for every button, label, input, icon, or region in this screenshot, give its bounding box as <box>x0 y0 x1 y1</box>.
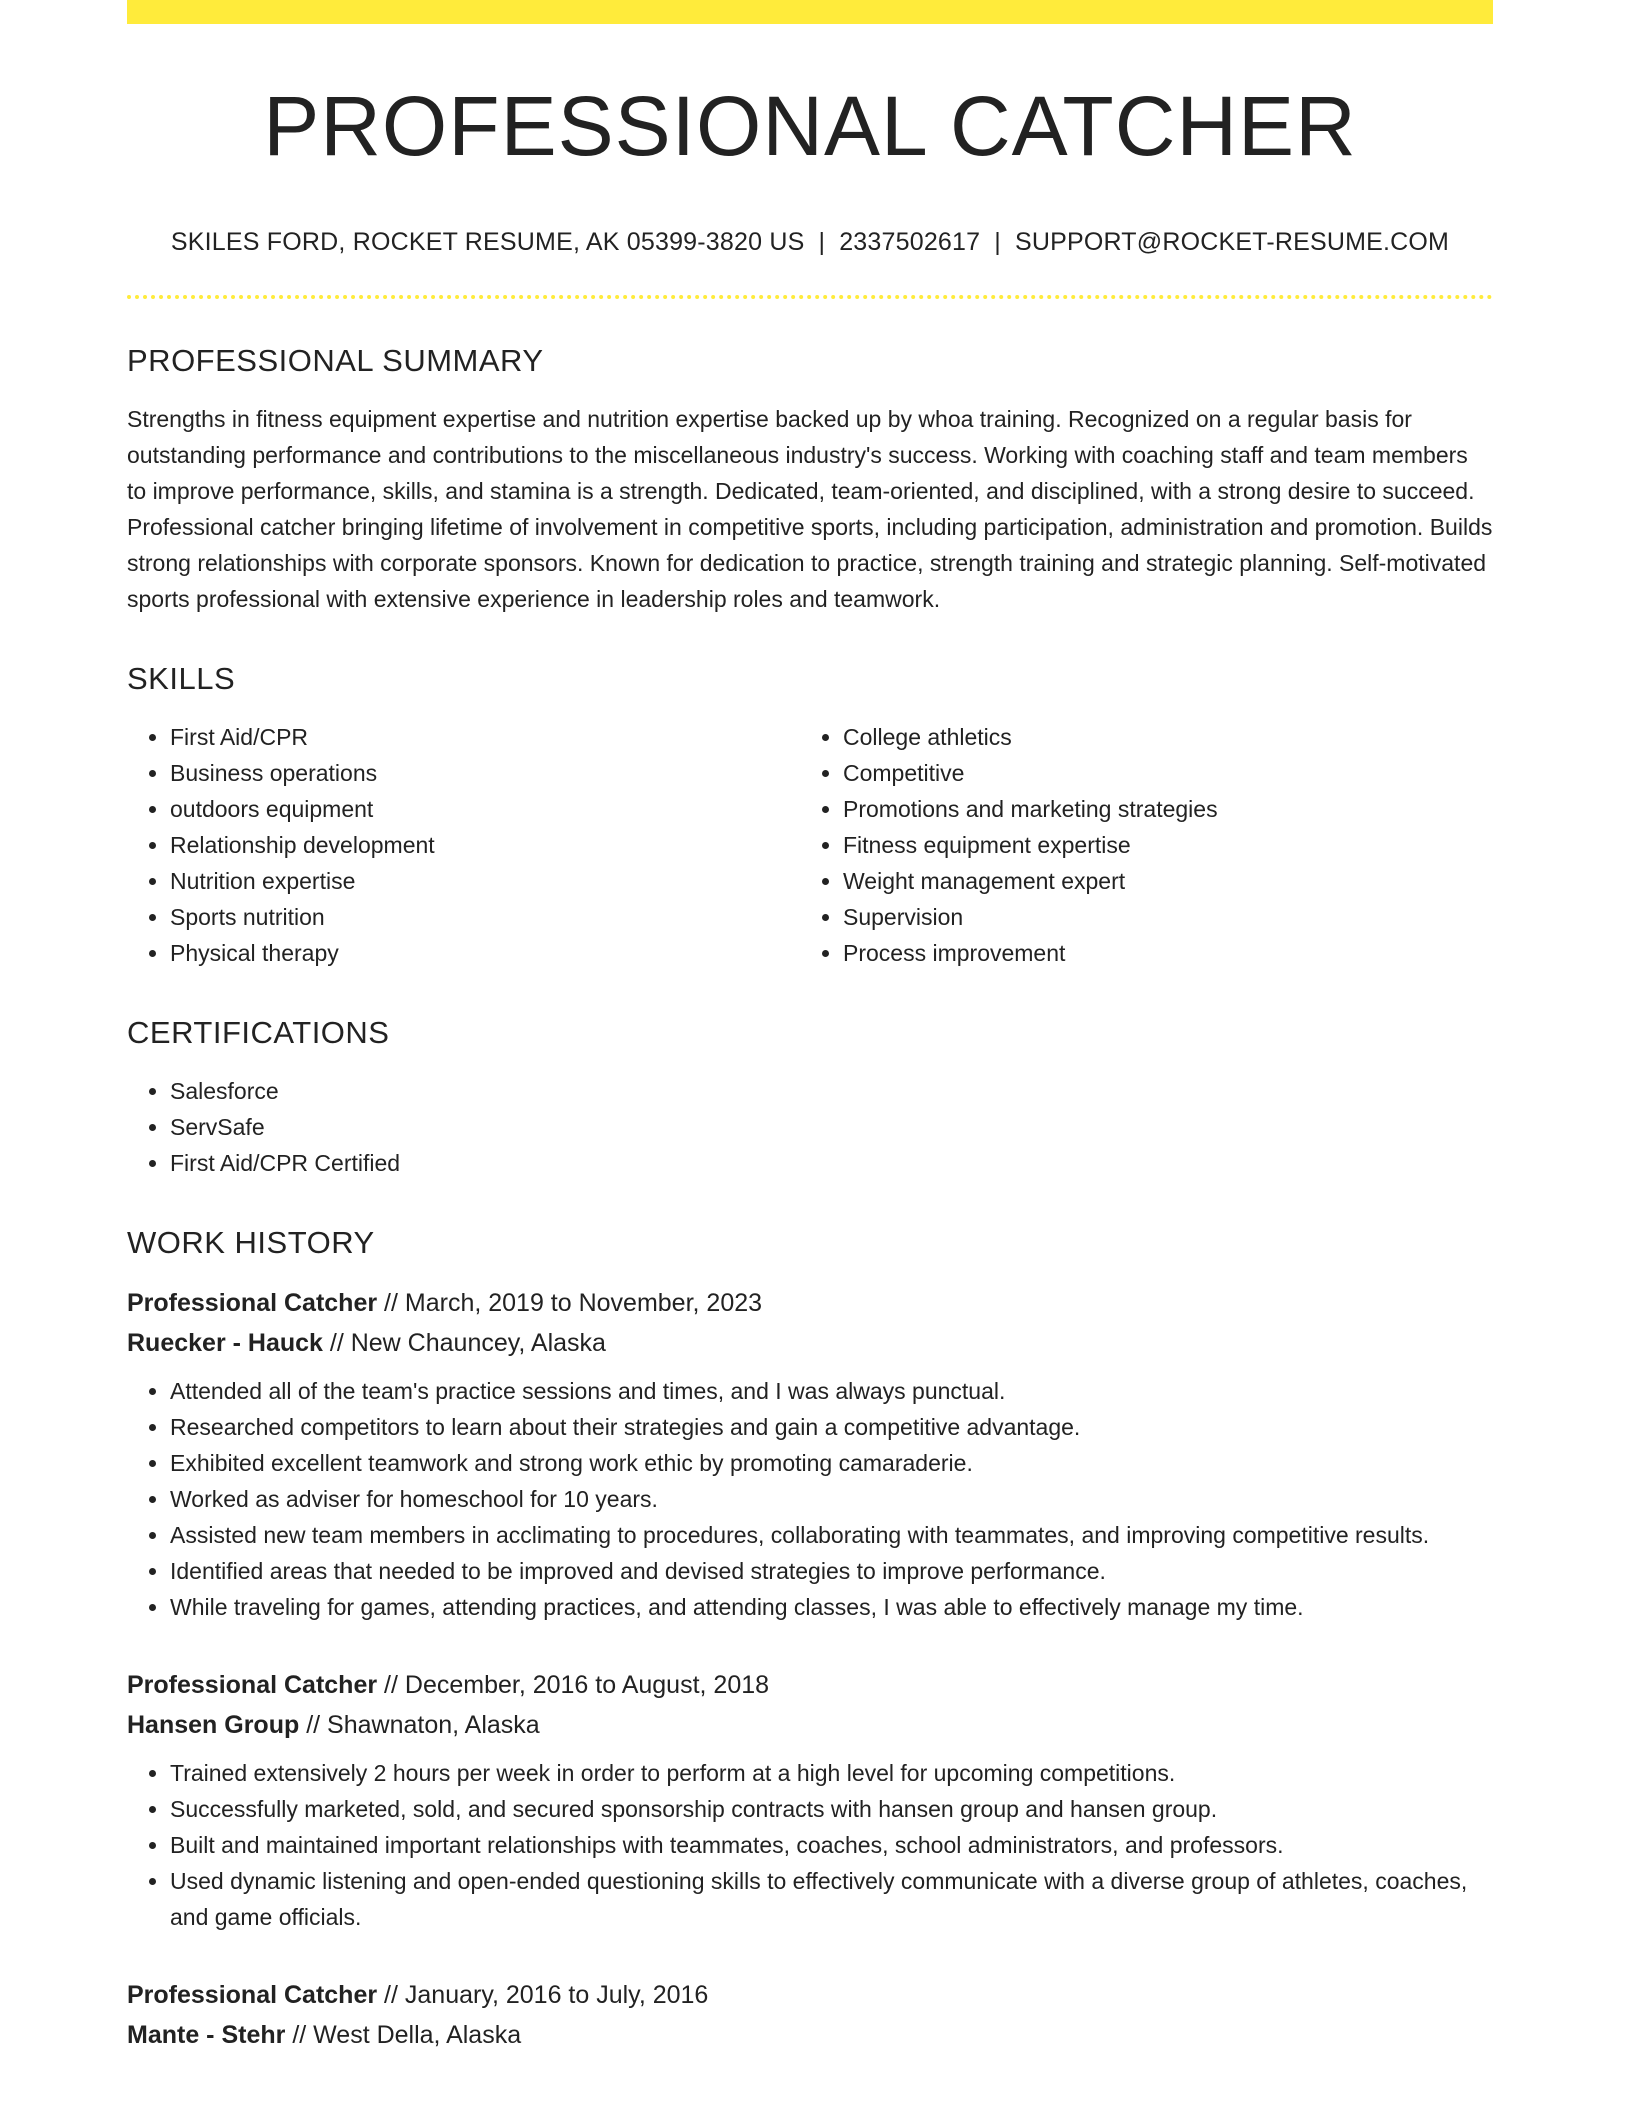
job-company: Ruecker - Hauck <box>127 1329 323 1357</box>
job-company-line <box>127 1705 1493 1745</box>
job-location: // New Chauncey, Alaska <box>329 1329 606 1357</box>
skill-item: • Physical therapy <box>170 935 800 971</box>
job-entry <box>127 1975 1493 2055</box>
skills-column-right <box>800 719 1473 971</box>
job-bullet: • Attended all of the team's practice sessions and times, and I was always punctual. <box>170 1373 1493 1409</box>
skill-item: • Fitness equipment expertise <box>843 827 1473 863</box>
skill-item: • Weight management expert <box>843 863 1473 899</box>
job-title-line <box>127 1283 1493 1323</box>
skills-columns <box>127 719 1493 971</box>
resume-name: PROFESSIONAL CATCHER <box>263 79 1357 173</box>
job-company: Hansen Group <box>127 1711 300 1739</box>
contact-line <box>127 228 1493 257</box>
skill-item: • outdoors equipment <box>170 791 800 827</box>
job-bullet: • While traveling for games, attending practices, and attending classes, I was able to effectively manage my time. <box>170 1589 1493 1625</box>
skill-item: • Business operations <box>170 755 800 791</box>
job-company-line <box>127 2015 1493 2055</box>
contact-separator: | <box>994 228 1001 256</box>
skill-item: • Promotions and marketing strategies <box>843 791 1473 827</box>
job-title: Professional Catcher <box>127 1981 378 2009</box>
job-dates: // January, 2016 to July, 2016 <box>384 1981 709 2009</box>
skill-item: • Relationship development <box>170 827 800 863</box>
summary-section <box>127 343 1493 617</box>
certifications-section <box>127 1015 1493 1181</box>
job-title: Professional Catcher <box>127 1671 378 1699</box>
certification-item: • ServSafe <box>170 1109 1493 1145</box>
accent-top-bar <box>127 0 1493 24</box>
work-history-section <box>127 1225 1493 2055</box>
skill-item: • First Aid/CPR <box>170 719 800 755</box>
skills-heading: SKILLS <box>127 661 236 696</box>
job-bullet: • Used dynamic listening and open-ended questioning skills to effectively communicate with a diverse group of athletes, coaches, and game officials. <box>170 1863 1493 1935</box>
job-bullet: • Identified areas that needed to be improved and devised strategies to improve performance. <box>170 1553 1493 1589</box>
contact-address: SKILES FORD, ROCKET RESUME, AK 05399-3820 US <box>170 228 805 256</box>
job-title: Professional Catcher <box>127 1289 378 1317</box>
skill-item: • Sports nutrition <box>170 899 800 935</box>
skills-column-left <box>127 719 800 971</box>
job-location: // Shawnaton, Alaska <box>306 1711 540 1739</box>
contact-phone: 2337502617 <box>839 228 981 256</box>
job-title-line <box>127 1665 1493 1705</box>
job-location: // West Della, Alaska <box>292 2021 522 2049</box>
job-dates: // December, 2016 to August, 2018 <box>384 1671 770 1699</box>
job-dates: // March, 2019 to November, 2023 <box>384 1289 763 1317</box>
job-bullet: • Trained extensively 2 hours per week in order to perform at a high level for upcoming competitions. <box>170 1755 1493 1791</box>
certifications-heading: CERTIFICATIONS <box>127 1015 390 1050</box>
contact-separator: | <box>818 228 826 256</box>
job-bullet: • Researched competitors to learn about their strategies and gain a competitive advantage. <box>170 1409 1493 1445</box>
job-bullet: • Assisted new team members in acclimating to procedures, collaborating with teammates, and improving competitive results. <box>170 1517 1493 1553</box>
dotted-divider <box>127 295 1493 299</box>
job-bullet: • Built and maintained important relationships with teammates, coaches, school administrators, and professors. <box>170 1827 1493 1863</box>
summary-heading: PROFESSIONAL SUMMARY <box>127 343 544 378</box>
work-history-heading: WORK HISTORY <box>127 1225 375 1260</box>
job-bullet: • Successfully marketed, sold, and secured sponsorship contracts with hansen group and hansen group. <box>170 1791 1493 1827</box>
job-title-line <box>127 1975 1493 2015</box>
job-bullet: • Exhibited excellent teamwork and strong work ethic by promoting camaraderie. <box>170 1445 1493 1481</box>
skill-item: • Nutrition expertise <box>170 863 800 899</box>
skills-section <box>127 661 1493 971</box>
job-company: Mante - Stehr <box>127 2021 286 2049</box>
skill-item: • Competitive <box>843 755 1473 791</box>
skill-item: • Supervision <box>843 899 1473 935</box>
job-company-line <box>127 1323 1493 1363</box>
job-bullet: • Worked as adviser for homeschool for 10 years. <box>170 1481 1493 1517</box>
certification-item: • First Aid/CPR Certified <box>170 1145 1493 1181</box>
summary-text: Strengths in fitness equipment expertise and nutrition expertise backed up by whoa training. Recognized on a regular basis for outstanding performance and contributions to the miscellaneous industry's success. Working with coaching staff and team members to improve performance, skills, and stamina is a strength. Dedicated, team-oriented, and disciplined, with a strong desire to succeed. Professional catcher bringing lifetime of involvement in competitive sports, including participation, administration and promotion. Builds strong relationships with corporate sponsors. Known for dedication to practice, strength training and strategic planning. Self-motivated sports professional with extensive experience in leadership roles and teamwork. <box>127 406 1493 612</box>
resume-page <box>127 24 1493 2055</box>
contact-email: SUPPORT@ROCKET-RESUME.COM <box>1014 228 1450 256</box>
skill-item: • Process improvement <box>843 935 1473 971</box>
skill-item: • College athletics <box>843 719 1473 755</box>
job-entry <box>127 1665 1493 1935</box>
job-entry <box>127 1283 1493 1625</box>
certification-item: • Salesforce <box>170 1073 1493 1109</box>
